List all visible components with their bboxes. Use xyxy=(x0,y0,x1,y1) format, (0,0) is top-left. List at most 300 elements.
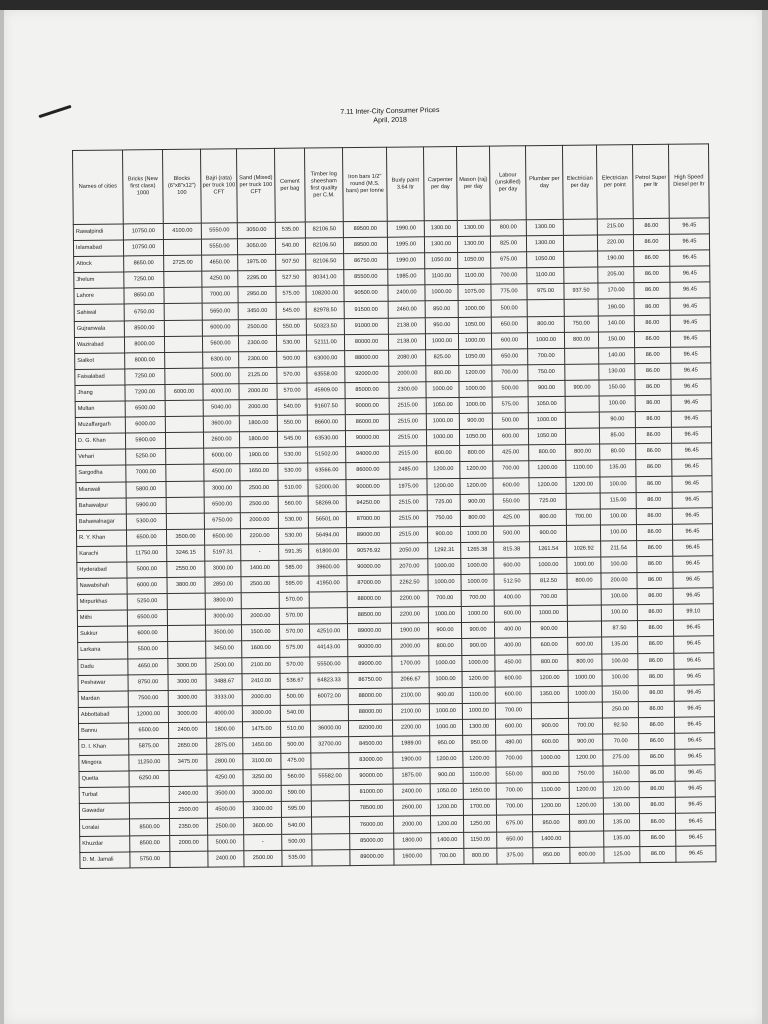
price-cell: 1500.00 xyxy=(241,625,279,641)
price-cell: 1989.00 xyxy=(393,736,430,752)
price-cell: 89500.00 xyxy=(343,237,387,254)
price-cell: 86.00 xyxy=(637,604,673,620)
price-cell: 5000.00 xyxy=(203,368,239,384)
price-cell: 42510.00 xyxy=(309,624,347,640)
price-cell: 86.00 xyxy=(638,685,674,701)
price-cell: 8500.00 xyxy=(130,835,170,852)
price-cell: 535.00 xyxy=(275,222,305,238)
price-cell: 1026.92 xyxy=(567,541,601,557)
price-cell: 5750.00 xyxy=(130,851,170,868)
price-cell: 595.00 xyxy=(279,576,309,592)
header-row xyxy=(73,144,710,225)
price-cell xyxy=(163,239,201,255)
price-cell: 3500.00 xyxy=(207,786,243,802)
price-cell: 800.00 xyxy=(569,814,603,830)
price-cell: 96.45 xyxy=(670,266,710,283)
price-cell: 550.00 xyxy=(277,415,307,431)
column-header: Bricks (New first class) 1000 xyxy=(123,150,164,224)
price-cell: 96.45 xyxy=(675,797,715,814)
column-header: Sand (Mixed) per truck 100 CFT xyxy=(236,148,275,222)
price-cell xyxy=(570,831,604,847)
price-cell: 89500.00 xyxy=(343,221,387,238)
price-cell xyxy=(165,416,203,432)
price-cell: 87000.00 xyxy=(346,511,390,528)
price-cell: 3333.00 xyxy=(206,689,242,705)
price-cell: 1200.00 xyxy=(532,799,569,815)
price-cell: 540.00 xyxy=(282,817,312,833)
price-cell: 89000.00 xyxy=(346,527,390,544)
price-cell: 3050.00 xyxy=(237,238,275,254)
price-cell: 700.00 xyxy=(431,848,464,864)
price-cell: 1100.00 xyxy=(527,268,564,284)
price-cell: 900.00 xyxy=(569,734,603,750)
price-cell: 86.00 xyxy=(635,395,671,411)
price-cell: 1200.00 xyxy=(529,461,566,477)
price-cell: 1050.00 xyxy=(528,429,565,445)
price-cell: 950.00 xyxy=(533,847,570,863)
price-cell: 3000.00 xyxy=(205,561,241,577)
price-cell: 63558.00 xyxy=(307,366,345,382)
price-cell: 125.00 xyxy=(604,846,640,862)
price-cell: 5550.00 xyxy=(201,239,237,255)
price-cell: 135.00 xyxy=(602,637,638,653)
price-cell: 3600.00 xyxy=(244,818,282,834)
price-cell: - xyxy=(241,544,279,560)
price-cell: 1200.00 xyxy=(460,462,493,478)
price-cell: 96.45 xyxy=(674,652,714,669)
price-cell: 570.00 xyxy=(280,657,310,673)
price-cell: 700.00 xyxy=(428,591,461,607)
price-cell: 56501.00 xyxy=(308,511,346,527)
price-cell: 1000.00 xyxy=(461,606,494,622)
price-cell: 1400.00 xyxy=(533,831,570,847)
price-cell: 600.00 xyxy=(494,558,530,574)
price-cell: 500.00 xyxy=(282,834,312,850)
price-cell: 900.00 xyxy=(459,413,492,429)
price-cell: 1050.00 xyxy=(459,429,492,445)
price-cell: 700.00 xyxy=(566,509,600,525)
price-cell: 2070.00 xyxy=(391,559,428,575)
price-cell: 10750.00 xyxy=(123,224,163,241)
price-cell xyxy=(568,702,602,718)
price-cell: 540.00 xyxy=(275,238,305,254)
city-name-cell: D. M. Jamali xyxy=(80,852,130,869)
price-cell xyxy=(165,400,203,416)
price-cell: 85000.00 xyxy=(350,833,394,850)
price-cell: 91500.00 xyxy=(344,302,388,319)
price-cell: 700.00 xyxy=(461,590,494,606)
price-cell: 90.00 xyxy=(599,412,635,428)
city-name-cell: R. Y. Khan xyxy=(76,530,126,547)
price-cell: 480.00 xyxy=(496,735,532,751)
price-cell: 3000.00 xyxy=(243,786,281,802)
price-cell: 96.45 xyxy=(673,620,713,637)
price-cell: 96.45 xyxy=(675,749,715,766)
price-cell: 1995.00 xyxy=(387,237,424,253)
price-cell: 1450.00 xyxy=(243,737,281,753)
price-cell: 1200.00 xyxy=(531,670,568,686)
price-cell: 2300.00 xyxy=(389,382,426,398)
price-cell: 3450.00 xyxy=(206,641,242,657)
price-cell: 5197.31 xyxy=(205,545,241,561)
price-cell: 2262.50 xyxy=(391,575,428,591)
price-cell: 3500.00 xyxy=(205,625,241,641)
price-cell: 86.00 xyxy=(636,492,672,508)
price-cell: 96.45 xyxy=(676,845,716,862)
city-name-cell: Vehari xyxy=(76,449,126,466)
price-cell: 545.00 xyxy=(276,303,306,319)
price-cell: 700.00 xyxy=(495,703,531,719)
price-cell: 86.00 xyxy=(637,556,673,572)
price-cell: 512.50 xyxy=(494,574,530,590)
price-cell: 86.00 xyxy=(635,411,671,427)
price-cell: 90000.00 xyxy=(345,430,389,447)
price-cell xyxy=(564,267,598,283)
price-cell: 81000.00 xyxy=(349,784,393,801)
price-cell: 1050.00 xyxy=(430,784,463,800)
price-cell: 86.00 xyxy=(638,701,674,717)
price-cell: 76000.00 xyxy=(350,817,394,834)
price-cell: 2000.00 xyxy=(242,689,280,705)
price-cell xyxy=(567,605,601,621)
price-cell: 575.00 xyxy=(276,286,306,302)
price-cell: 2515.00 xyxy=(390,494,427,510)
price-cell: 2125.00 xyxy=(239,367,277,383)
price-cell: 1200.00 xyxy=(459,365,492,381)
price-cell xyxy=(165,432,203,448)
price-cell: 6500.00 xyxy=(126,529,166,546)
price-cell xyxy=(309,592,347,608)
price-cell: 2400.00 xyxy=(208,850,244,866)
price-cell: 2950.00 xyxy=(238,287,276,303)
city-name-cell: Bahawalpur xyxy=(76,498,126,515)
price-cell: 5600.00 xyxy=(202,335,238,351)
price-cell: 32700.00 xyxy=(311,737,349,753)
price-cell: 6000.00 xyxy=(125,417,165,434)
price-cell: 85.00 xyxy=(599,428,635,444)
city-name-cell: Karachi xyxy=(77,546,127,563)
price-cell: 750.00 xyxy=(427,510,460,526)
price-cell: 700.00 xyxy=(496,799,532,815)
price-cell: 2080.00 xyxy=(389,350,426,366)
price-cell: 86.00 xyxy=(638,669,674,685)
price-cell xyxy=(129,803,169,820)
price-cell: 64823.33 xyxy=(310,672,348,688)
price-cell: 5900.00 xyxy=(125,433,165,450)
price-cell xyxy=(165,352,203,368)
price-cell: 2515.00 xyxy=(390,527,427,543)
price-cell: 8650.00 xyxy=(124,288,164,305)
price-cell: 2500.00 xyxy=(240,496,278,512)
price-cell: 70.00 xyxy=(603,734,639,750)
price-cell: 90000.00 xyxy=(347,559,391,576)
price-cell: 2000.00 xyxy=(240,512,278,528)
price-cell: 86.00 xyxy=(635,427,671,443)
price-cell: 86.00 xyxy=(640,830,676,846)
price-cell: 535.00 xyxy=(282,850,312,866)
price-cell: 2515.00 xyxy=(390,510,427,526)
price-cell: 96.45 xyxy=(674,668,714,685)
price-cell: 90000.00 xyxy=(348,640,392,657)
price-cell: 100.00 xyxy=(602,669,638,685)
price-cell: 7250.00 xyxy=(125,368,165,385)
price-cell: 600.00 xyxy=(495,686,531,702)
price-cell: 86000.00 xyxy=(345,414,389,431)
column-header: Buxly paint 3.64 ltr xyxy=(386,147,424,221)
price-cell xyxy=(167,625,205,641)
price-cell: 2066.67 xyxy=(392,671,429,687)
price-cell: 1200.00 xyxy=(462,671,495,687)
price-cell xyxy=(527,300,564,316)
column-header: Names of cities xyxy=(73,150,124,225)
price-cell xyxy=(164,336,202,352)
column-header: Iron bars 1/2" round (M.S. bars) per tonne xyxy=(342,147,387,221)
price-cell: 96.45 xyxy=(671,347,711,364)
price-cell: 11750.00 xyxy=(127,545,167,562)
price-cell: 1900.00 xyxy=(240,448,278,464)
price-cell: 86.00 xyxy=(640,846,676,862)
price-cell: 86.00 xyxy=(634,267,670,283)
price-cell: 96.45 xyxy=(672,491,712,508)
price-cell: 2000.00 xyxy=(239,383,277,399)
price-cell: 1000.00 xyxy=(429,719,462,735)
price-cell: 725.00 xyxy=(529,493,566,509)
price-cell xyxy=(565,348,599,364)
city-name-cell: Loralai xyxy=(80,819,130,836)
price-cell: 86.00 xyxy=(635,363,671,379)
price-cell: 86.00 xyxy=(635,347,671,363)
price-cell: 800.00 xyxy=(427,446,460,462)
price-cell: 800.00 xyxy=(529,509,566,525)
price-cell: 86.00 xyxy=(636,524,672,540)
price-cell: 3800.00 xyxy=(205,593,241,609)
price-cell: 1000.00 xyxy=(458,301,491,317)
price-cell: 2550.00 xyxy=(167,561,205,577)
price-cell: 83000.00 xyxy=(349,752,393,769)
column-header: Plumber per day xyxy=(525,145,563,219)
price-cell: 1300.00 xyxy=(457,220,490,236)
price-cell: 5875.00 xyxy=(129,739,169,756)
price-cell: 595.00 xyxy=(281,801,311,817)
price-cell: 1000.00 xyxy=(461,574,494,590)
city-name-cell: Mirpurkhas xyxy=(77,594,127,611)
price-cell xyxy=(166,448,204,464)
price-cell: 6300.00 xyxy=(203,352,239,368)
city-name-cell: Peshawar xyxy=(78,675,128,692)
price-cell: 8650.00 xyxy=(124,256,164,273)
price-cell: 2500.00 xyxy=(244,850,282,866)
price-cell: 1000.00 xyxy=(459,397,492,413)
price-cell: 1200.00 xyxy=(569,782,603,798)
price-cell: 96.45 xyxy=(670,298,710,315)
price-cell xyxy=(165,368,203,384)
price-cell: 2850.00 xyxy=(205,577,241,593)
price-cell: 86.00 xyxy=(637,621,673,637)
price-cell: 96.45 xyxy=(670,282,710,299)
price-cell: 60072.00 xyxy=(310,688,348,704)
price-cell: 1000.00 xyxy=(429,703,462,719)
column-header: Labour (unskilled) per day xyxy=(489,146,526,220)
price-cell: 1000.00 xyxy=(460,526,493,542)
price-cell: 5900.00 xyxy=(126,497,166,514)
price-cell: 86.00 xyxy=(637,540,673,556)
price-cell: 425.00 xyxy=(493,445,529,461)
price-cell: 1200.00 xyxy=(427,462,460,478)
price-cell: 575.00 xyxy=(492,397,528,413)
price-cell: 150.00 xyxy=(599,380,635,396)
price-cell: 86.00 xyxy=(639,765,675,781)
price-cell: 96.45 xyxy=(669,234,709,251)
price-cell: 1200.00 xyxy=(569,798,603,814)
price-cell: 650.00 xyxy=(497,831,533,847)
price-cell: 1000.00 xyxy=(568,686,602,702)
price-cell: 96.45 xyxy=(672,524,712,541)
price-cell: 2000.00 xyxy=(392,639,429,655)
price-cell: 52111.00 xyxy=(306,334,344,350)
price-cell: 1300.00 xyxy=(457,236,490,252)
price-cell: 82978.50 xyxy=(306,302,344,318)
price-cell: 96.45 xyxy=(675,765,715,782)
price-cell: 80341.00 xyxy=(306,270,344,286)
price-cell: 700.00 xyxy=(528,348,565,364)
price-cell: 1300.00 xyxy=(424,220,457,236)
price-cell xyxy=(164,288,202,304)
price-cell: 500.00 xyxy=(493,526,529,542)
price-cell xyxy=(565,396,599,412)
price-cell: 2200.00 xyxy=(240,528,278,544)
price-cell: 5250.00 xyxy=(126,449,166,466)
city-name-cell: Turbat xyxy=(79,787,129,804)
price-cell: 1150.00 xyxy=(464,832,497,848)
price-cell: 2500.00 xyxy=(208,818,244,834)
price-cell: 1000.00 xyxy=(527,332,564,348)
price-cell: 39600.00 xyxy=(309,560,347,576)
price-cell: 1000.00 xyxy=(428,607,461,623)
price-cell: 1475.00 xyxy=(242,721,280,737)
price-cell: 500.00 xyxy=(491,300,527,316)
price-cell: 6500.00 xyxy=(204,529,240,545)
price-cell: 130.00 xyxy=(599,363,635,379)
price-cell: 4650.00 xyxy=(202,255,238,271)
price-cell: 2200.00 xyxy=(392,720,429,736)
price-cell: 4000.00 xyxy=(206,706,242,722)
price-cell xyxy=(170,851,208,867)
title-line-1: 7.11 Inter-City Consumer Prices xyxy=(340,106,440,117)
price-cell: 86.00 xyxy=(634,283,670,299)
price-cell: 86600.00 xyxy=(307,415,345,431)
price-cell: 900.00 xyxy=(528,380,565,396)
price-cell: 812.50 xyxy=(530,573,567,589)
price-cell: 86.00 xyxy=(635,379,671,395)
price-cell xyxy=(531,702,568,718)
price-cell: 3000.00 xyxy=(204,480,240,496)
price-cell: 4000.00 xyxy=(203,384,239,400)
price-cell: 96.45 xyxy=(674,701,714,718)
price-cell: 92000.00 xyxy=(345,366,389,383)
price-cell: 800.00 xyxy=(426,365,459,381)
price-cell: 500.00 xyxy=(492,381,528,397)
price-cell: 600.00 xyxy=(492,429,528,445)
price-cell: 3250.00 xyxy=(243,770,281,786)
price-cell: 570.00 xyxy=(279,624,309,640)
price-cell xyxy=(563,235,597,251)
price-cell: 2050.00 xyxy=(391,543,428,559)
price-cell: 750.00 xyxy=(564,316,598,332)
price-cell: 6750.00 xyxy=(124,304,164,321)
price-cell: 800.00 xyxy=(429,639,462,655)
city-name-cell: Mardan xyxy=(78,691,128,708)
price-cell: 530.00 xyxy=(276,335,306,351)
price-cell: 7000.00 xyxy=(126,465,166,482)
price-cell: 82000.00 xyxy=(348,720,392,737)
price-cell: 2500.00 xyxy=(206,657,242,673)
price-cell: 570.00 xyxy=(279,608,309,624)
price-cell: 1200.00 xyxy=(463,751,496,767)
price-cell: 2100.00 xyxy=(392,688,429,704)
price-cell: 86.00 xyxy=(633,234,669,250)
price-cell: 96.45 xyxy=(671,379,711,396)
price-cell: 1050.00 xyxy=(426,397,459,413)
price-cell: 900.00 xyxy=(430,768,463,784)
price-cell xyxy=(565,428,599,444)
price-cell: 7500.00 xyxy=(128,690,168,707)
price-cell: 190.00 xyxy=(598,251,634,267)
price-cell: 950.00 xyxy=(463,735,496,751)
price-cell: 800.00 xyxy=(564,332,598,348)
price-cell: 1000.00 xyxy=(568,670,602,686)
price-cell: 1261.54 xyxy=(530,541,567,557)
price-cell: 750.00 xyxy=(528,364,565,380)
price-cell: 96.45 xyxy=(669,218,709,235)
price-cell: 200.00 xyxy=(601,573,637,589)
city-name-cell: Wazirabad xyxy=(74,337,124,354)
price-cell: 88000.00 xyxy=(347,591,391,608)
price-cell: 63566.00 xyxy=(308,463,346,479)
price-cell: 2295.00 xyxy=(238,271,276,287)
price-cell: 6250.00 xyxy=(129,771,169,788)
price-cell: 1000.00 xyxy=(462,703,495,719)
price-cell: 130.00 xyxy=(603,798,639,814)
city-name-cell: Gawadar xyxy=(79,803,129,820)
price-cell xyxy=(565,364,599,380)
price-cell: 800.00 xyxy=(532,767,569,783)
price-cell: 2350.00 xyxy=(170,819,208,835)
price-cell: 90576.92 xyxy=(347,543,391,560)
price-cell: 96.45 xyxy=(670,250,710,267)
price-cell: 1300.00 xyxy=(526,219,563,235)
price-cell: 900.00 xyxy=(565,380,599,396)
price-cell: 900.00 xyxy=(460,494,493,510)
price-cell: 87000.00 xyxy=(347,575,391,592)
price-cell: 500.00 xyxy=(277,351,307,367)
price-cell: 2138.00 xyxy=(388,317,425,333)
price-cell: 1200.00 xyxy=(460,478,493,494)
price-cell: 500.00 xyxy=(281,737,311,753)
price-cell: 600.00 xyxy=(494,606,530,622)
price-cell: 2600.00 xyxy=(393,800,430,816)
price-cell: 1100.00 xyxy=(566,460,600,476)
price-cell: 1050.00 xyxy=(458,317,491,333)
price-cell: 1050.00 xyxy=(527,252,564,268)
price-cell: 400.00 xyxy=(495,638,531,654)
price-cell xyxy=(166,513,204,529)
price-cell: 527.50 xyxy=(276,270,306,286)
price-cell: 170.00 xyxy=(598,283,634,299)
column-header: Bajri (rata) per truck 100 CFT xyxy=(200,149,237,223)
price-cell: 2000.00 xyxy=(389,366,426,382)
price-cell: 700.00 xyxy=(568,718,602,734)
price-cell: 545.00 xyxy=(277,431,307,447)
